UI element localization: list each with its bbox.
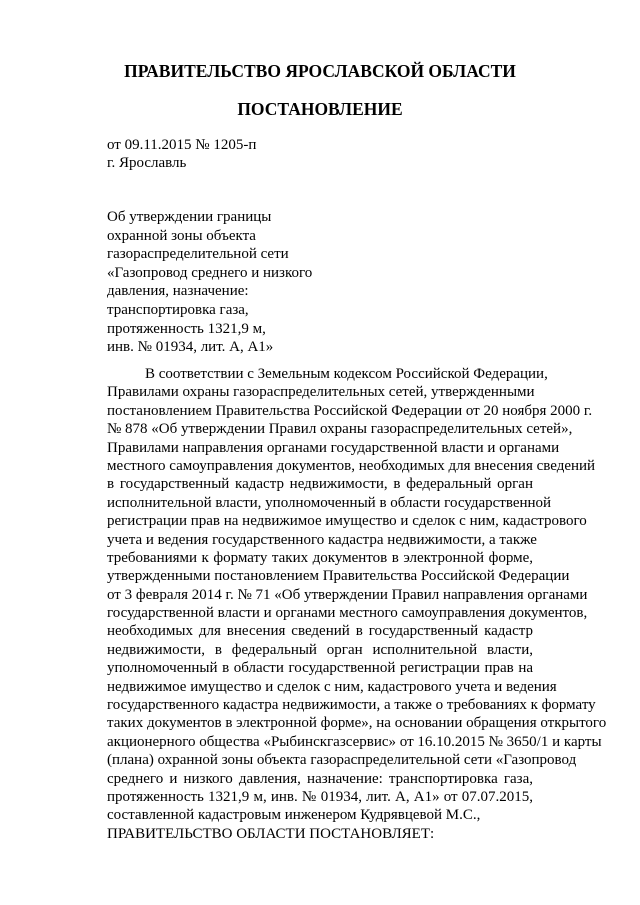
body-line: уполномоченный в области государственной регистрации прав на <box>107 660 533 677</box>
date-number: от 09.11.2015 № 1205-п <box>107 137 257 153</box>
body-line: составленной кадастровым инженером Кудрявцевой М.С., <box>107 807 481 824</box>
body-line: в государственный кадастр недвижимости, в федеральный орган <box>107 476 533 493</box>
body-line: постановлением Правительства Российской Федерации от 20 ноября 2000 г. <box>107 402 593 419</box>
city: г. Ярославль <box>107 155 187 171</box>
subject-line: «Газопровод среднего и низкого <box>107 264 313 281</box>
body-line: протяженность 1321,9 м, инв. № 01934, лит. А, А1» от 07.07.2015, <box>107 788 533 805</box>
body-line: государственной власти и органами местного самоуправления документов, <box>107 605 588 622</box>
body-line: учета и ведения государственного кадастра недвижимости, а также <box>107 531 537 548</box>
body-line: (плана) охранной зоны объекта газораспределительной сети «Газопровод <box>107 752 577 769</box>
body-line: регистрации прав на недвижимое имущество и сделок с ним, кадастрового <box>107 513 587 530</box>
subject-line: охранной зоны объекта <box>107 227 256 244</box>
body-line: местного самоуправления документов, необходимых для внесения сведений <box>107 457 596 474</box>
body-line: недвижимое имущество и сделок с ним, кадастрового учета и ведения <box>107 678 557 695</box>
subject-line: Об утверждении границы <box>107 209 272 225</box>
document-body <box>107 365 607 843</box>
subject-line: инв. № 01934, лит. А, А1» <box>107 339 274 356</box>
body-line: исполнительной власти, уполномоченный в области государственной <box>107 494 552 511</box>
document-type-title: ПОСТАНОВЛЕНИЕ <box>237 99 403 119</box>
subject-line: протяженность 1321,9 м, <box>107 320 266 337</box>
subject-line: давления, назначение: <box>107 283 249 300</box>
body-line: таких документов в электронной форме», на основании обращения открытого <box>107 715 607 732</box>
resolution-line: ПРАВИТЕЛЬСТВО ОБЛАСТИ ПОСТАНОВЛЯЕТ: <box>107 825 435 842</box>
body-line: акционерного общества «Рыбинскгазсервис» от 16.10.2015 № 3650/1 и карты <box>107 733 602 750</box>
body-line: недвижимости, в федеральный орган исполнительной власти, <box>107 641 533 658</box>
body-line: В соответствии с Земельным кодексом Российской Федерации, <box>145 366 548 382</box>
body-line: Правилами охраны газораспределительных сетей, утвержденными <box>107 384 535 401</box>
document-subject <box>107 208 312 357</box>
document-meta <box>107 136 256 172</box>
government-title: ПРАВИТЕЛЬСТВО ЯРОСЛАВСКОЙ ОБЛАСТИ <box>124 61 516 81</box>
body-line: среднего и низкого давления, назначение: транспортировка газа, <box>107 770 533 787</box>
body-line: необходимых для внесения сведений в государственный кадастр <box>107 623 533 640</box>
body-line: Правилами направления органами государственной власти и органами <box>107 439 560 456</box>
body-line: № 878 «Об утверждении Правил охраны газораспределительных сетей», <box>107 421 573 438</box>
subject-line: транспортировка газа, <box>107 301 249 318</box>
subject-line: газораспределительной сети <box>107 246 289 263</box>
body-line: государственного кадастра недвижимости, а также о требованиях к формату <box>107 697 596 714</box>
body-line: требованиями к формату таких документов в электронной форме, <box>107 549 533 566</box>
body-line: утвержденными постановлением Правительства Российской Федерации <box>107 568 570 585</box>
body-line: от 3 февраля 2014 г. № 71 «Об утверждении Правил направления органами <box>107 586 588 603</box>
